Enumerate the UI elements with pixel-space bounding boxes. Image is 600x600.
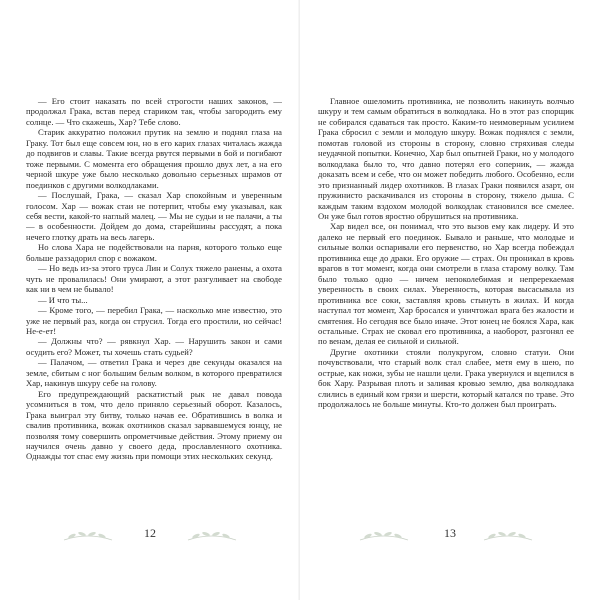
paragraph: — Должны что? — рявкнул Хар. — Нарушить закон и сами осудить его? Может, ты хочешь стать судьей? bbox=[26, 336, 282, 357]
paragraph: — Но ведь из-за этого труса Лин и Солух тяжело ранены, а охота чуть не провалилась! Они умирают, а этот разгуливает на свободе как ни в чем не бывало! bbox=[26, 263, 282, 295]
page-number: 12 bbox=[144, 526, 156, 540]
leaf-ornament-icon bbox=[60, 528, 116, 544]
right-page bbox=[300, 0, 600, 600]
paragraph: — Палачом, — ответил Грака и через две секунды оказался на земле, сбитым с ног большим белым волком, в которого превратился Хар, накинув шкуру себе на голову. bbox=[26, 357, 282, 389]
page-number: 13 bbox=[444, 526, 456, 540]
left-page-footer bbox=[0, 522, 300, 550]
leaf-ornament-icon bbox=[184, 528, 240, 544]
paragraph: — Кроме того, — перебил Грака, — насколько мне известно, это уже не первый раз, когда он струсил. Тогда его простили, но сейчас! Не-е-ет! bbox=[26, 305, 282, 336]
paragraph: Хар видел все, он понимал, что это вызов ему как лидеру. И это далеко не первый его поединок. Бывало и раньше, что молодые и сильные волки оспаривали его первенство, но Хар всегда побеждал противника еще до драки. Его оружие — страх. Он проникал в кровь врагов в тот момент, когда они смотрели в глаза старому волку. Там было только одно — ничем непоколебимая и непререкаемая уверенность в своих силах. Уверенность, которая высасывала из противника все соки, заставляя кровь стынуть в жилах. И когда наступал тот момент, Хар бросался и уничтожал врага без жалости и смятения. Но сегодня все было иначе. Этот юнец не боялся Хара, как остальные. Страх не сковал его противника, а наоборот, разгонял ее по венам, делая ее сильной и сильной. bbox=[318, 221, 574, 347]
paragraph: — Послушай, Грака, — сказал Хар спокойным и уверенным голосом. Хар — вожак стаи не потерпит, чтобы ему указывал, как себя вести, какой-то наглый малец. — Мы не судьи и не палачи, а ты — в особенности. Дойдем до дома, старейшины рассудят, а пока нечего глотку драть на весь лагерь. bbox=[26, 190, 282, 242]
paragraph: — Его стоит наказать по всей строгости наших законов, — продолжал Грака, встав перед стариком так, чтобы загородить ему солнце. — Что скажешь, Хар? Тебе слово. bbox=[26, 96, 282, 127]
paragraph: Старик аккуратно положил прутик на землю и поднял глаза на Граку. Тот был еще совсем юн, но в его карих глазах читалась жажда до подвигов и славы. Такие всегда рвутся первыми в бой и погибают тоже первыми. С момента его обращения прошло двух лет, а на его черной шкуре уже было несколько довольно серьезных шрамов от поединков с другими волкодлаками. bbox=[26, 127, 282, 190]
right-page-text bbox=[318, 96, 574, 514]
right-page-footer bbox=[300, 522, 600, 550]
paragraph: Его предупреждающий раскатистый рык не давал повода усомниться в том, что дело приняло серьезный оборот. Казалось, Грака выиграл эту битву, только начав ее. Обратившись в волка и свалив противника, вожак охотников сказал зарвавшемуся юнцу, не позволяя тому совершить опрометчивые действия. Этому приему он научился очень давно у своего деда, прославленного охотника. Однажды тот спас ему жизнь при помощи этих нескольких секунд. bbox=[26, 388, 282, 462]
paragraph: Главное ошеломить противника, не позволить накинуть волчью шкуру и тем самым обратиться в волкодлака. Но в этот раз спорщик не собирался сдаваться так просто. Каким-то неимоверным усилием Грака сбросил с земли и молодую шкуру. Вожак поднялся с земли, помотав головой из стороны в сторону, словно стряхивая следы неудачной попытки. Конечно, Хар был опытней Граки, но у молодого волкодлака было то, что давно потерял его соперник, — жажда доказать всем и себе, что он может победить любого. Особенно, если это признанный лидер охотников. В глазах Граки появился азарт, он пружинисто раскачивался из стороны в сторону, тяжело дыша. С каждым таким вздохом молодой волкодлак становился все смелее. Он уже был готов яростно обрушиться на противника. bbox=[318, 96, 574, 221]
leaf-ornament-icon bbox=[480, 528, 536, 544]
paragraph: Другие охотники стояли полукругом, словно статуи. Они почувствовали, что старый волк стал слабее, метя ему в шею, по острые, как ножи, зубы не нашли цели. Грака увернулся и вцепился в бок Хару. Разрывая плоть и заливая кровью землю, два волкодлака слились в единый ком грязи и шерсти, который катался по траве. Это продолжалось не больше минуты. Кто-то должен был проиграть. bbox=[318, 346, 574, 410]
paragraph: — И что ты... bbox=[38, 294, 88, 305]
paragraph: Но слова Хара не подействовали на парня, которого только еще больше раззадорил спор с вожаком. bbox=[26, 242, 282, 263]
leaf-ornament-icon bbox=[356, 528, 412, 544]
left-page-text bbox=[26, 96, 282, 514]
